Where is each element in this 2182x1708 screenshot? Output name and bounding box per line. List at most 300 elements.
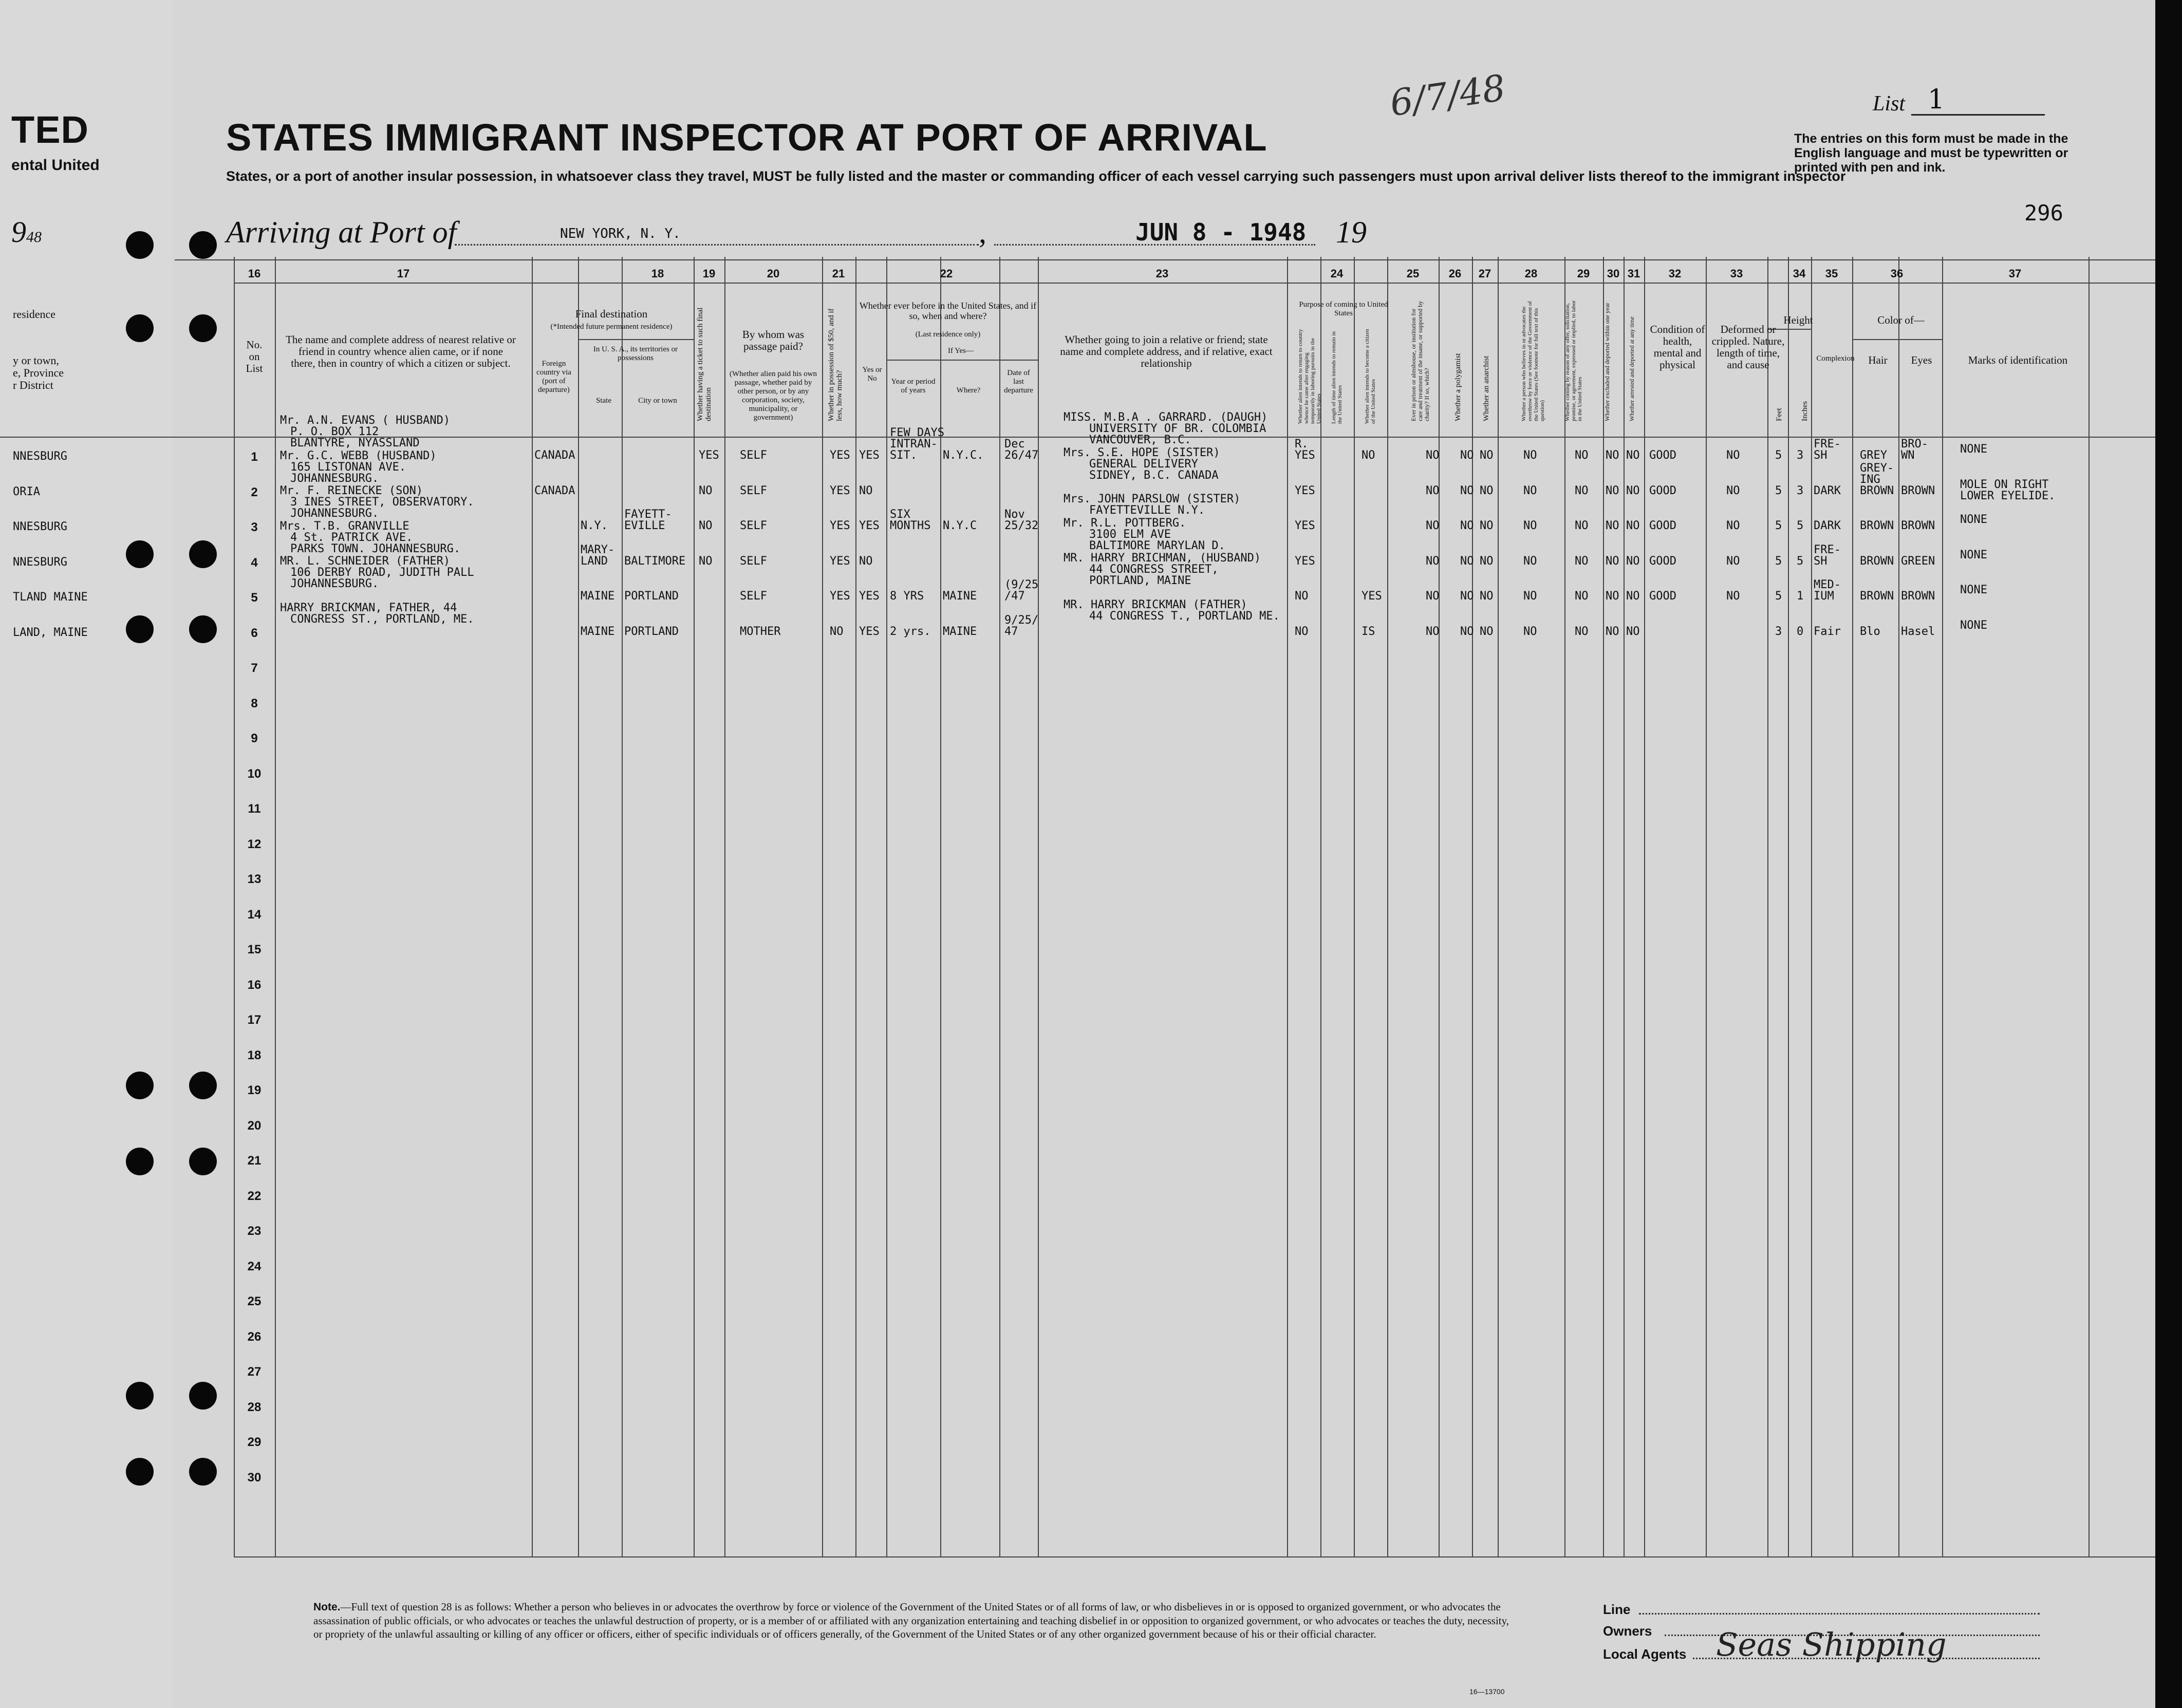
ticket-answer: YES (699, 449, 719, 462)
binder-hole (189, 231, 217, 259)
relative-address-line: 4 St. PATRICK AVE. (290, 531, 413, 544)
header-col22: Whether ever before in the United States, and if so, when and where? (859, 301, 1037, 321)
complexion: Fair (1814, 625, 1841, 638)
excluded-answer: NO (1606, 625, 1619, 638)
header-col36-eyes: Eyes (1911, 354, 1932, 366)
relative-address-line: HARRY BRICKMAN, FATHER, 44 (280, 601, 457, 614)
list-underline (1911, 114, 2045, 116)
row-number: 21 (247, 1154, 262, 1168)
row-number: 30 (247, 1470, 262, 1485)
health-condition: GOOD (1649, 554, 1676, 568)
joining-contact-line: BALTIMORE MARYLAN D. (1089, 539, 1225, 552)
grid-hline-colnum (234, 283, 2155, 284)
money-answer: YES (830, 484, 850, 497)
form-title: STATES IMMIGRANT INSPECTOR AT PORT OF ARRIVAL (226, 116, 1267, 159)
left-residence: LAND, MAINE (13, 626, 88, 639)
eye-color: GREEN (1901, 554, 1935, 568)
column-number: 25 (1406, 267, 1420, 280)
arrival-date-stamp: JUN 8 - 1948 (1135, 218, 1307, 246)
row-number: 16 (247, 978, 262, 992)
binder-hole (189, 540, 217, 568)
height-feet: 5 (1775, 590, 1782, 603)
grid-vline (1354, 257, 1355, 1556)
excluded-answer: NO (1606, 590, 1619, 603)
polygamist-answer: NO (1460, 554, 1474, 568)
return-intention: NO (1295, 590, 1309, 603)
height-inches: 3 (1797, 484, 1804, 497)
deformed-answer: NO (1726, 449, 1740, 462)
eye-color: BROWN (1901, 590, 1935, 603)
joining-contact-line: PORTLAND, MAINE (1089, 574, 1191, 587)
row-number: 6 (251, 626, 258, 640)
labor-offer-answer: NO (1575, 554, 1589, 568)
relative-address-line: 165 LISTONAN AVE. (290, 460, 406, 474)
binder-hole (189, 1072, 217, 1099)
destination-city: BALTIMORE (624, 554, 686, 568)
row-number: 25 (247, 1294, 262, 1308)
labor-offer-answer: NO (1575, 625, 1589, 638)
hair-color: BROWN (1860, 519, 1894, 532)
deformed-answer: NO (1726, 554, 1740, 568)
polygamist-answer: NO (1460, 625, 1474, 638)
ticket-answer: NO (699, 554, 713, 568)
money-answer: YES (830, 449, 850, 462)
header-col30: Whether excluded and deported within one year (1603, 303, 1611, 421)
identification-marks: NONE (1960, 584, 1987, 596)
row-number: 24 (247, 1259, 262, 1273)
column-number: 18 (651, 267, 664, 280)
excluded-answer: NO (1606, 484, 1619, 497)
been-before-answer: YES (859, 590, 880, 603)
height-feet: 3 (1775, 625, 1782, 638)
agents-signature: Seas Shipping (1716, 1626, 1947, 1663)
manifest-sheet (172, 0, 2155, 1708)
header-col22-note: (Last residence only) (915, 330, 981, 339)
height-inches: 5 (1797, 519, 1804, 532)
overthrow-answer: NO (1523, 449, 1537, 462)
column-number: 31 (1627, 267, 1640, 280)
row-number: 2 (251, 485, 258, 499)
foreign-country: CANADA (534, 484, 575, 497)
binder-hole (126, 540, 154, 568)
last-departure-date: Dec 26/47 (1004, 438, 1039, 462)
header-col37: Marks of identification (1968, 354, 2068, 366)
anarchist-answer: NO (1480, 519, 1494, 532)
prison-answer: NO (1426, 449, 1440, 462)
prison-answer: NO (1426, 484, 1440, 497)
left-page-year: 948 (11, 215, 42, 249)
deported-answer: NO (1626, 519, 1640, 532)
grid-hline-sub (578, 339, 694, 340)
binder-hole (189, 314, 217, 342)
column-number: 26 (1448, 267, 1462, 280)
grid-vline (1767, 257, 1768, 1556)
header-col22-where: Where? (956, 386, 981, 395)
column-number: 28 (1524, 267, 1538, 280)
header-col22-year: Year or period of years (891, 378, 936, 395)
relative-address-line: Mr. G.C. WEBB (HUSBAND) (280, 449, 437, 462)
left-residence: NNESBURG (13, 450, 67, 463)
polygamist-answer: NO (1460, 519, 1474, 532)
complexion: MED- IUM (1814, 578, 1841, 603)
joining-contact-line: 3100 ELM AVE (1089, 528, 1171, 541)
overthrow-answer: NO (1523, 519, 1537, 532)
been-before-answer: NO (859, 484, 873, 497)
column-number: 27 (1478, 267, 1491, 280)
footnote-text: —Full text of question 28 is as follows: Whether a person who believes in or advocates the overthrow by force or violence of the Government of the United States or of all forms of law, or who disbelieves in or is opposed to organized government, or who advocates the assassination of public officials, or who advocates or teaches the unlawful destruction of property, or is a member of or affiliated with any organization entertaining and teaching disbelief in or opposition to organized government, or who advocates or teaches the duty, necessity, or propriety of the unlawful assaulting or killing of any officer or officers, either of specific individuals or of officers generally, of the Government of the United States or of any other organized government because of his or their official character. (313, 1601, 1509, 1640)
joining-contact-line: Mr. R.L. POTTBERG. (1064, 516, 1186, 530)
height-inches: 1 (1797, 590, 1804, 603)
binder-hole (189, 1458, 217, 1486)
column-number: 19 (702, 267, 716, 280)
header-col21: Whether in possession of $50, and if less, how much? (827, 308, 844, 421)
relative-address-line: JOHANNESBURG. (290, 472, 379, 485)
grid-vline (886, 257, 887, 1556)
footnote (313, 1600, 1510, 1641)
destination-state: MAINE (581, 625, 615, 638)
arrival-port: NEW YORK, N. Y. (560, 226, 681, 241)
row-number: 11 (248, 802, 261, 816)
return-intention: YES (1295, 484, 1315, 497)
grid-vline (1788, 257, 1789, 1556)
grid-vline (999, 257, 1000, 1556)
joining-contact-line: MISS. M.B.A . GARRARD. (DAUGH) (1064, 411, 1268, 424)
line-label: Line (1603, 1602, 1631, 1617)
left-residence: TLAND MAINE (13, 591, 88, 604)
binder-hole (126, 1458, 154, 1486)
footnote-label: Note. (313, 1601, 341, 1613)
header-col36: Color of— (1877, 314, 1925, 326)
binder-hole (126, 1148, 154, 1175)
destination-state: N.Y. (581, 519, 608, 532)
polygamist-answer: NO (1460, 484, 1474, 497)
complexion: FRE- SH (1814, 543, 1841, 568)
header-col24c: Whether alien intends to become a citizen of the United States (1364, 329, 1376, 424)
grid-vline (1644, 257, 1645, 1556)
return-intention: NO (1295, 625, 1309, 638)
owners-label: Owners (1603, 1623, 1652, 1639)
form-subtitle: States, or a port of another insular possession, in whatsoever class they travel, MUST be fully listed and the master or commanding officer of each vessel carrying such passengers must upon arrival deliver lists thereof to the immigrant inspector (226, 168, 1846, 184)
relative-address-line: Mrs. T.B. GRANVILLE (280, 519, 409, 533)
joining-contact-line: MR. HARRY BRICKMAN (FATHER) (1064, 598, 1247, 611)
column-number: 23 (1155, 267, 1169, 280)
height-feet: 5 (1775, 449, 1782, 462)
column-number: 30 (1607, 267, 1620, 280)
header-col22-ifyes: If Yes— (947, 347, 974, 355)
row-number: 20 (247, 1118, 262, 1133)
complexion: FRE- SH (1814, 438, 1841, 462)
row-number: 22 (247, 1189, 262, 1203)
row-number: 7 (251, 661, 258, 675)
hair-color: Blo (1860, 625, 1880, 638)
row-number: 13 (247, 872, 262, 886)
joining-contact-line: 44 CONGRESS STREET, (1089, 563, 1219, 576)
joining-contact-line: VANCOUVER, B.C. (1089, 434, 1191, 446)
header-col24a: Whether alien intends to return to country whence he came after engaging temporarily in laboring pursuits in the United States (1297, 329, 1322, 424)
row-number: 27 (247, 1365, 262, 1379)
left-page-subtitle: ental United (11, 157, 100, 174)
row-number: 19 (247, 1083, 262, 1097)
left-residence: NNESBURG (13, 520, 67, 533)
binder-hole (189, 1382, 217, 1410)
header-col18: Final destination (575, 308, 648, 320)
anarchist-answer: NO (1480, 590, 1494, 603)
grid-vline (694, 257, 695, 1556)
overthrow-answer: NO (1523, 484, 1537, 497)
header-col19: Whether having a ticket to such final destination (696, 307, 713, 421)
relative-address-line: Mr. A.N. EVANS ( HUSBAND) (280, 414, 451, 427)
row-number: 12 (247, 837, 262, 851)
grid-vline (2088, 257, 2090, 1556)
anarchist-answer: NO (1480, 554, 1494, 568)
deformed-answer: NO (1726, 590, 1740, 603)
line-field (1639, 1613, 2040, 1615)
header-col25: Ever in prison or almshouse, or institution for care and treatment of the insane, or supported by charity? If so, which? (1410, 301, 1430, 421)
height-feet: 5 (1775, 484, 1782, 497)
row-number: 1 (251, 450, 258, 464)
grid-vline (822, 257, 823, 1556)
hair-color: GREY (1860, 449, 1887, 462)
health-condition: GOOD (1649, 484, 1676, 497)
grid-vline (1852, 257, 1853, 1556)
header-col20: By whom was passage paid? (742, 328, 805, 352)
grid-vline (275, 257, 276, 1556)
relative-address-line: BLANTYRE, NYASSLAND (290, 437, 420, 449)
form-instructions: The entries on this form must be made in the English language and must be typewritten or printed with pen and ink. (1794, 132, 2068, 175)
joining-contact-line: 44 CONGRESS T., PORTLAND ME. (1089, 609, 1280, 623)
arrival-year-label: 19 (1336, 215, 1367, 249)
joining-contact-line: UNIVERSITY OF BR. COLOMBIA (1089, 422, 1266, 435)
column-number: 16 (248, 267, 261, 280)
header-col24b: Length of time alien intends to remain in the United States (1331, 331, 1343, 424)
health-condition: GOOD (1649, 449, 1676, 462)
destination-city: PORTLAND (624, 625, 679, 638)
header-col27: Whether an anarchist (1482, 355, 1490, 421)
prison-answer: NO (1426, 590, 1440, 603)
grid-hline-sub (1852, 339, 1942, 340)
destination-city: FAYETT- EVILLE (624, 508, 672, 532)
arrival-comma: , (979, 215, 986, 249)
money-answer: YES (830, 554, 850, 568)
last-departure-date: (9/25 /47 (1004, 578, 1039, 603)
relative-address-line: 3 INES STREET, OBSERVATORY. (290, 496, 474, 509)
joining-contact-line: GENERAL DELIVERY (1089, 457, 1198, 471)
overthrow-answer: NO (1523, 590, 1537, 603)
prison-answer: NO (1426, 519, 1440, 532)
height-inches: 3 (1797, 449, 1804, 462)
prison-answer: NO (1426, 625, 1440, 638)
deformed-answer: NO (1726, 519, 1740, 532)
grid-vline (1564, 257, 1565, 1556)
grid-vline (1624, 257, 1625, 1556)
passage-paid-by: SELF (740, 519, 767, 532)
overthrow-answer: NO (1523, 554, 1537, 568)
list-label: List (1873, 92, 1906, 116)
eye-color: BROWN (1901, 484, 1935, 497)
left-residence: NNESBURG (13, 555, 67, 569)
visit-where: N.Y.C (943, 519, 977, 532)
identification-marks: NONE (1960, 513, 1987, 526)
passage-paid-by: MOTHER (740, 625, 781, 638)
destination-state: MARY- LAND (581, 543, 615, 568)
header-col29: Whether coming by reason of any offer, solicitation, promise, or agreement, expressed or implied, to labor in the United States (1564, 300, 1583, 421)
header-col23: Whether going to join a relative or friend; state name and complete address, and if relative, exact relationship (1060, 333, 1273, 369)
left-page-title: TED (11, 108, 89, 151)
health-condition: GOOD (1649, 519, 1676, 532)
grid-vline (622, 257, 623, 1556)
relative-address-line: PARKS TOWN. JOHANNESBURG. (290, 542, 461, 555)
header-col35: Complexion (1816, 354, 1855, 363)
deported-answer: NO (1626, 554, 1640, 568)
binder-hole (189, 1148, 217, 1175)
visit-period: FEW DAYS INTRAN- SIT. (890, 426, 944, 462)
money-answer: NO (830, 625, 844, 638)
binder-hole (126, 314, 154, 342)
grid-vline (1942, 257, 1943, 1556)
grid-vline (1498, 257, 1499, 1556)
joining-contact-line: MR. HARRY BRICHMAN, (HUSBAND) (1064, 552, 1261, 565)
relative-address-line: JOHANNESBURG. (290, 577, 379, 590)
row-number: 17 (247, 1013, 262, 1027)
deported-answer: NO (1626, 590, 1640, 603)
header-col31: Whether arrested and deported at any time (1628, 316, 1635, 421)
binder-hole (126, 231, 154, 259)
identification-marks: MOLE ON RIGHT LOWER EYELIDE. (1960, 478, 2056, 502)
visit-period: 2 yrs. (890, 625, 931, 638)
grid-vline (855, 257, 856, 1556)
header-col36-hair: Hair (1868, 354, 1888, 366)
visit-where: MAINE (943, 625, 977, 638)
height-feet: 5 (1775, 519, 1782, 532)
column-number: 36 (1890, 267, 1904, 280)
row-number: 14 (247, 907, 262, 922)
anarchist-answer: NO (1480, 484, 1494, 497)
column-number: 32 (1668, 267, 1682, 280)
height-inches: 0 (1797, 625, 1804, 638)
been-before-answer: YES (859, 625, 880, 638)
arrival-port-line (455, 244, 979, 246)
foreign-country: CANADA (534, 449, 575, 462)
height-inches: 5 (1797, 554, 1804, 568)
visit-period: 8 YRS (890, 590, 924, 603)
last-departure-date: Nov 25/32 (1004, 508, 1039, 532)
left-residence-subheader: y or town, e, Province r District (13, 354, 64, 391)
deported-answer: NO (1626, 484, 1640, 497)
row-number: 18 (247, 1048, 262, 1062)
health-condition: GOOD (1649, 590, 1676, 603)
destination-city: PORTLAND (624, 590, 679, 603)
anarchist-answer: NO (1480, 625, 1494, 638)
visit-where: N.Y.C. (943, 449, 984, 462)
column-number: 29 (1577, 267, 1590, 280)
grid-vline (1603, 257, 1604, 1556)
left-residence-header: residence (13, 308, 56, 321)
relative-address-line: 106 DERBY ROAD, JUDITH PALL (290, 566, 474, 579)
been-before-answer: YES (859, 519, 880, 532)
column-number: 33 (1730, 267, 1743, 280)
height-feet: 5 (1775, 554, 1782, 568)
eye-color: Hasel (1901, 625, 1935, 638)
header-col18-foreign: Foreign country via (port of departure) (536, 360, 571, 394)
header-col18-city: City or town (638, 397, 677, 405)
header-col34: Height (1783, 314, 1813, 326)
complexion: DARK (1814, 519, 1841, 532)
column-number: 22 (940, 267, 953, 280)
money-answer: YES (830, 590, 850, 603)
header-col28: Whether a person who believes in or advocates the overthrow by force or violence of the Government of the United States (See footnote for full text of this question) (1521, 301, 1545, 421)
header-col16: No. on List (246, 339, 263, 374)
header-col24: Purpose of coming to United States (1299, 301, 1388, 317)
labor-offer-answer: NO (1575, 449, 1589, 462)
identification-marks: NONE (1960, 618, 1987, 632)
citizen-intention: YES (1362, 590, 1382, 603)
row-number: 23 (247, 1224, 262, 1238)
grid-hline-sub (886, 360, 1038, 361)
grid-vline (1706, 257, 1707, 1556)
column-number: 24 (1330, 267, 1344, 280)
destination-state: MAINE (581, 590, 615, 603)
citizen-intention: NO (1362, 449, 1375, 462)
arrival-label: Arriving at Port of (226, 215, 457, 249)
header-col34-inches: Inches (1801, 401, 1809, 421)
labor-offer-answer: NO (1575, 590, 1589, 603)
grid-vline (1387, 257, 1388, 1556)
binder-hole (126, 615, 154, 643)
row-number: 3 (251, 520, 258, 534)
left-residence: ORIA (13, 485, 40, 498)
ticket-answer: NO (699, 519, 713, 532)
row-number: 4 (251, 555, 258, 570)
column-number: 35 (1825, 267, 1838, 280)
money-answer: YES (830, 519, 850, 532)
header-col18-state: State (596, 397, 611, 405)
eye-color: BROWN (1901, 519, 1935, 532)
header-col33: Deformed or crippled. Nature, length of time, and cause (1711, 323, 1785, 371)
ticket-answer: NO (699, 484, 713, 497)
passage-paid-by: SELF (740, 590, 767, 603)
column-number: 17 (397, 267, 410, 280)
complexion: DARK (1814, 484, 1841, 497)
binder-hole (126, 1072, 154, 1099)
list-number: 1 (1928, 84, 1945, 115)
row-number: 26 (247, 1329, 262, 1344)
grid-vline (1320, 257, 1321, 1556)
polygamist-answer: NO (1460, 590, 1474, 603)
column-number: 21 (832, 267, 845, 280)
binder-hole (126, 1382, 154, 1410)
grid-vline (578, 257, 579, 1556)
hair-color: BROWN (1860, 554, 1894, 568)
prison-answer: NO (1426, 554, 1440, 568)
identification-marks: NONE (1960, 443, 1987, 456)
grid-hline-top (175, 259, 2155, 260)
row-number: 15 (247, 943, 262, 956)
return-intention: YES (1295, 554, 1315, 568)
excluded-answer: NO (1606, 519, 1619, 532)
form-code: 16—13700 (1469, 1687, 1505, 1696)
deported-answer: NO (1626, 625, 1640, 638)
passage-paid-by: SELF (740, 484, 767, 497)
joining-contact-line: SIDNEY, B.C. CANADA (1089, 468, 1219, 482)
grid-vline (724, 257, 725, 1556)
grid-vline (1898, 257, 1899, 1556)
labor-offer-answer: NO (1575, 484, 1589, 497)
row-number: 9 (251, 731, 258, 745)
deformed-answer: NO (1726, 484, 1740, 497)
grid-vline (1287, 257, 1288, 1556)
row-number: 28 (247, 1400, 262, 1414)
header-col18-note: (*Intended future permanent residence) (550, 323, 673, 331)
